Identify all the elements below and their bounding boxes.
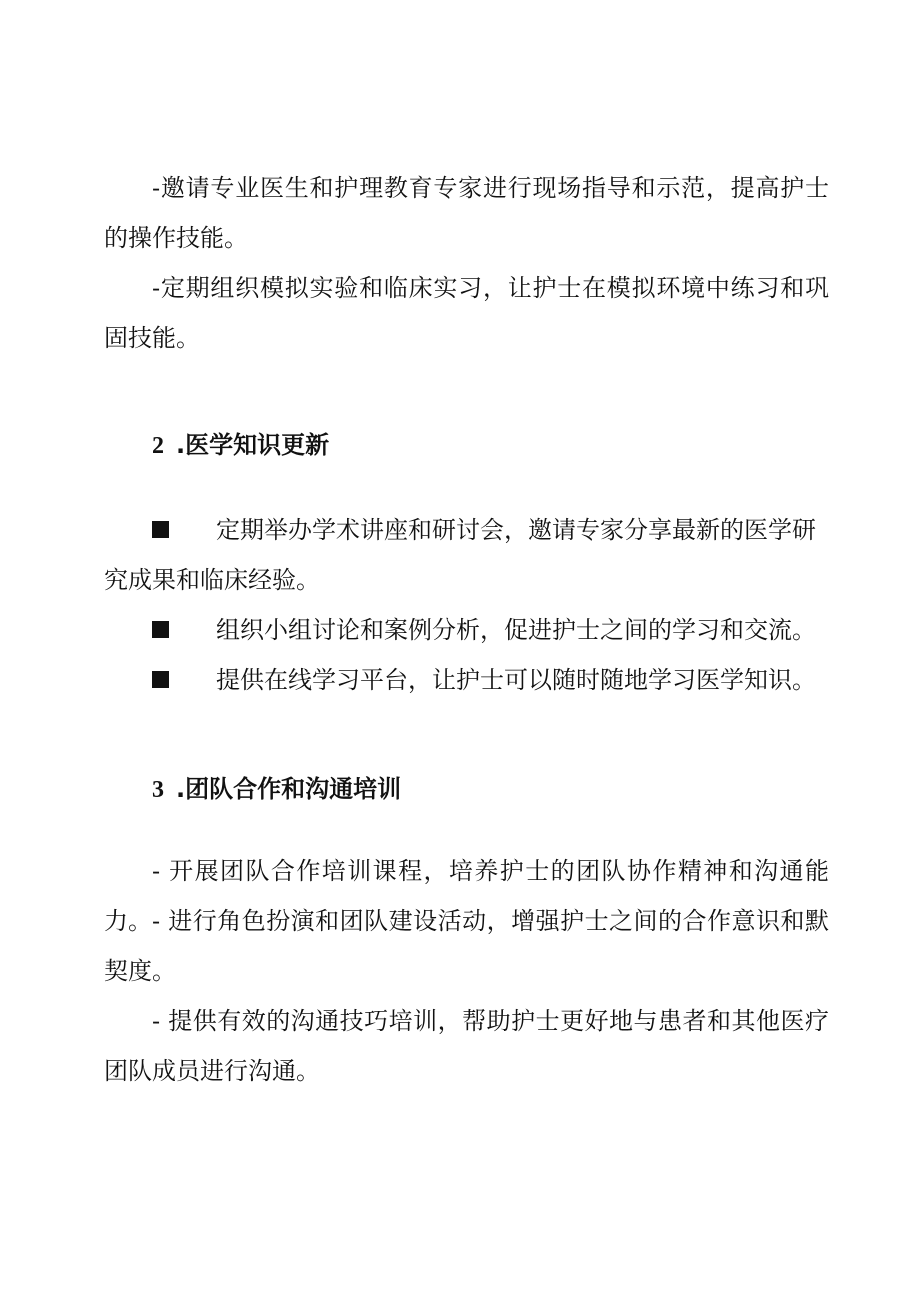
section2-heading [152,429,329,462]
section2-item-1-text: 定期举办学术讲座和研讨会，邀请专家分享最新的医学研究成果和临床经验。 [104,516,816,594]
section3-heading [152,773,401,806]
square-bullet-icon [152,521,169,538]
section2-item-2 [104,605,829,655]
section2-item-2-text: 组织小组讨论和案例分析，促进护士之间的学习和交流。 [216,616,816,644]
section3-title: .团队合作和沟通培训 [176,775,402,803]
section2-number: 2 [152,433,164,459]
square-bullet-icon [152,671,169,688]
section2-item-3 [104,655,829,705]
section2-item-1 [104,505,829,605]
section2-title: .医学知识更新 [176,431,330,459]
section3-item-2: - 进行角色扮演和团队建设活动，增强护士之间的合作意识和默契度。 [104,907,829,985]
section3-item-1: - 开展团队合作培训课程，培养护士的团队协作精神和沟通能力。 [104,857,829,935]
section1-item-2: -定期组织模拟实验和临床实习，让护士在模拟环境中练习和巩固技能。 [104,274,829,352]
section3-number: 3 [152,777,164,803]
section1-item-1: -邀请专业医生和护理教育专家进行现场指导和示范，提高护士的操作技能。 [104,174,829,252]
section2-item-3-text: 提供在线学习平台，让护士可以随时随地学习医学知识。 [216,666,816,694]
section3-item-3: - 提供有效的沟通技巧培训，帮助护士更好地与患者和其他医疗团队成员进行沟通。 [104,1007,829,1085]
square-bullet-icon [152,621,169,638]
